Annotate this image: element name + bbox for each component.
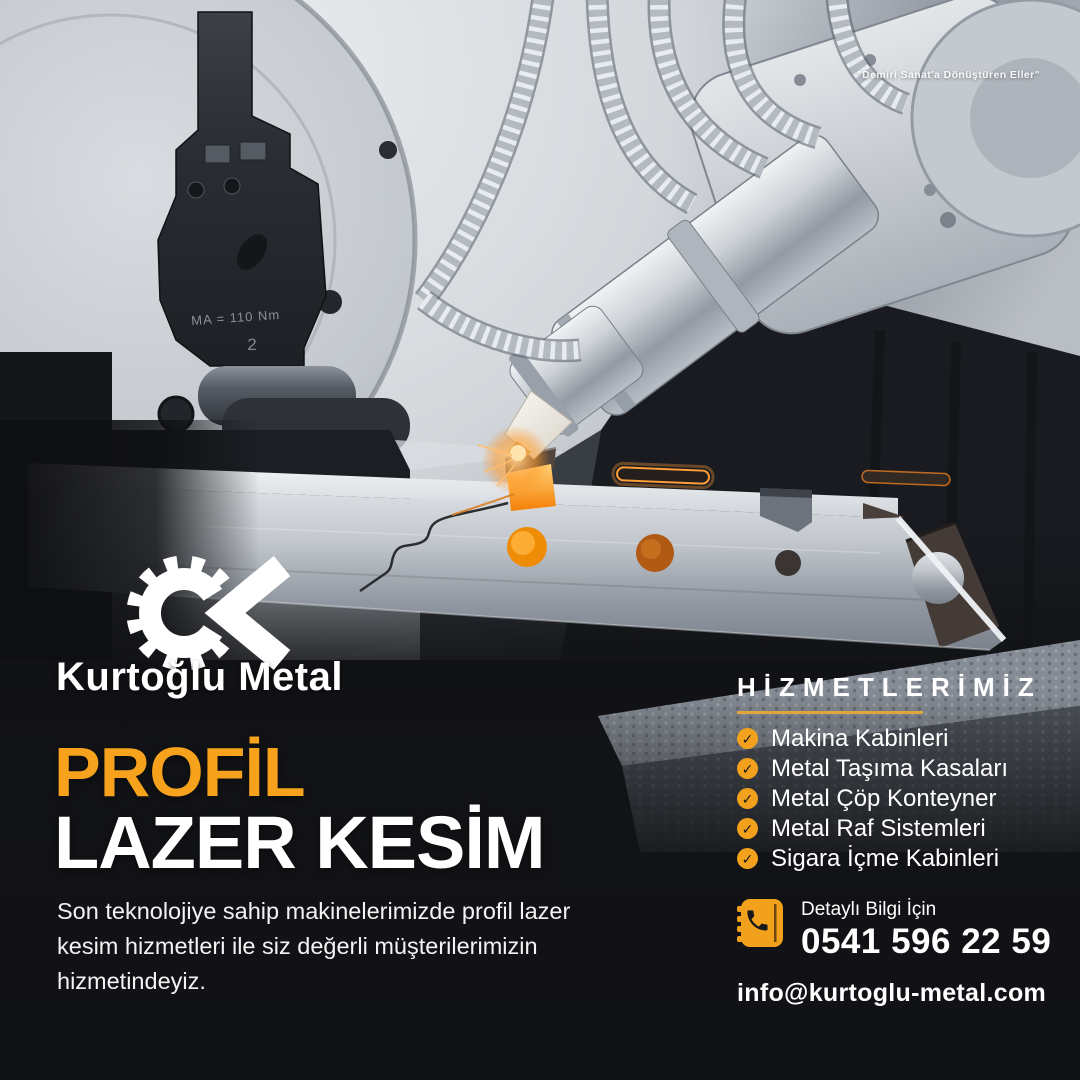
services-underline — [737, 711, 923, 714]
check-icon: ✓ — [737, 788, 758, 809]
services-list — [737, 724, 1067, 872]
check-icon: ✓ — [737, 848, 758, 869]
engraving-number: 2 — [247, 335, 257, 354]
headline-line1: PROFİL — [54, 733, 305, 811]
laser-spark — [470, 414, 562, 506]
check-icon: ✓ — [737, 818, 758, 839]
service-item — [737, 814, 1067, 842]
service-label: Metal Taşıma Kasaları — [771, 754, 1008, 782]
email-address[interactable]: info@kurtoglu-metal.com — [737, 979, 1047, 1007]
services-section — [737, 672, 1067, 878]
check-icon: ✓ — [737, 758, 758, 779]
service-item — [737, 844, 1067, 872]
tagline-quote: "Demiri Sanat'a Dönüştüren Eller" — [856, 69, 1040, 81]
contact-section — [737, 897, 1051, 1008]
phone-number[interactable]: 0541 596 22 59 — [801, 922, 1052, 961]
check-icon: ✓ — [737, 728, 758, 749]
service-item — [737, 754, 1067, 782]
k-chevron-icon — [225, 566, 282, 660]
engraving-torque: MA = 110 Nm — [190, 306, 281, 329]
service-item — [737, 724, 1067, 752]
service-label: Makina Kabinleri — [771, 724, 949, 752]
phone-book-icon — [737, 897, 787, 949]
service-label: Metal Çöp Konteyner — [771, 784, 997, 812]
service-item — [737, 784, 1067, 812]
service-label: Metal Raf Sistemleri — [771, 814, 986, 842]
brand-name: Kurtoğlu Metal — [56, 655, 343, 699]
services-heading: HİZMETLERİMİZ — [737, 672, 1042, 702]
contact-label: Detaylı Bilgi İçin — [801, 899, 937, 920]
service-label: Sigara İçme Kabinleri — [771, 844, 1000, 872]
description-text: Son teknolojiye sahip makinelerimizde profil lazer kesim hizmetleri ile siz değerli müşterilerimizin hizmetindeyiz. — [57, 898, 571, 994]
headline-line2: LAZER KESİM — [54, 801, 545, 884]
